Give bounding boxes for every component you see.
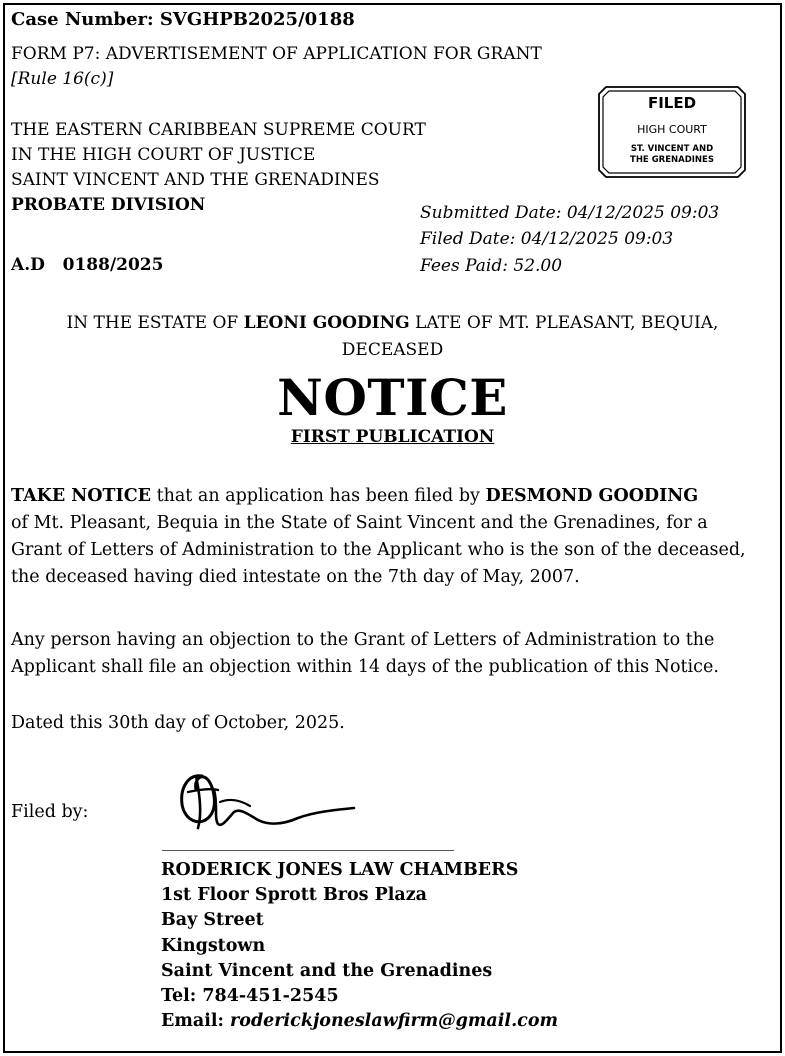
stamp-country-line-1: ST. VINCENT AND	[630, 144, 714, 154]
take-notice: TAKE NOTICE	[11, 486, 151, 506]
rule-reference: [Rule 16(c)]	[11, 69, 114, 89]
address-line-4: Saint Vincent and the Grenadines	[161, 960, 493, 981]
publication-label: FIRST PUBLICATION	[290, 427, 495, 447]
notice-paragraph-1	[11, 483, 771, 591]
paragraph-2-line-1: Any person having an objection to the Grant of Letters of Administration to the	[11, 630, 715, 650]
estate-deceased: DECEASED	[341, 340, 444, 360]
signature-line	[162, 850, 454, 851]
stamp-title: FILED	[647, 94, 697, 112]
fees-paid: Fees Paid: 52.00	[420, 256, 563, 276]
address-line-2: Bay Street	[161, 910, 264, 931]
firm-name: RODERICK JONES LAW CHAMBERS	[161, 860, 519, 880]
firm-address	[161, 858, 558, 1034]
filed-date: Filed Date: 04/12/2025 09:03	[420, 229, 674, 249]
stamp-country	[598, 144, 746, 166]
applicant-name: DESMOND GOODING	[485, 486, 699, 506]
case-number-line	[11, 9, 355, 30]
signature	[174, 766, 364, 836]
email-label: Email:	[161, 1011, 231, 1032]
ad-label: A.D	[11, 255, 45, 275]
court-line-1: THE EASTERN CARIBBEAN SUPREME COURT	[11, 120, 426, 140]
ad-number-line	[11, 255, 163, 275]
filed-by-label: Filed by:	[11, 802, 89, 822]
paragraph-1-line-1	[11, 483, 771, 510]
notice-paragraph-2	[11, 627, 771, 681]
filed-stamp	[598, 86, 746, 178]
email-line	[161, 1009, 558, 1034]
case-number: SVGHPB2025/0188	[159, 9, 355, 30]
notice-title: NOTICE	[277, 368, 508, 427]
telephone: Tel: 784-451-2545	[161, 986, 339, 1007]
estate-heading	[0, 313, 785, 333]
paragraph-1-line-2: of Mt. Pleasant, Bequia in the State of Saint Vincent and the Grenadines, for a	[11, 513, 708, 533]
form-title: FORM P7: ADVERTISEMENT OF APPLICATION FOR GRANT	[11, 44, 542, 64]
address-line-1: 1st Floor Sprott Bros Plaza	[161, 885, 428, 906]
case-number-label: Case Number:	[11, 9, 154, 30]
division: PROBATE DIVISION	[11, 195, 206, 215]
paragraph-1-line-4: the deceased having died intestate on the 7th day of May, 2007.	[11, 567, 580, 587]
dated-line: Dated this 30th day of October, 2025.	[11, 713, 345, 733]
stamp-court: HIGH COURT	[637, 123, 707, 136]
court-line-2: IN THE HIGH COURT OF JUSTICE	[11, 145, 316, 165]
paragraph-2-line-2: Applicant shall file an objection within 14 days of the publication of this Notice.	[11, 657, 719, 677]
address-line-3: Kingstown	[161, 935, 266, 956]
submitted-date: Submitted Date: 04/12/2025 09:03	[420, 203, 720, 223]
estate-suffix: LATE OF MT. PLEASANT, BEQUIA,	[409, 313, 719, 333]
paragraph-1-text-a: that an application has been filed by	[151, 486, 486, 506]
estate-prefix: IN THE ESTATE OF	[66, 313, 244, 333]
paragraph-1-line-3: Grant of Letters of Administration to the Applicant who is the son of the deceased,	[11, 540, 746, 560]
deceased-name: LEONI GOODING	[243, 313, 410, 333]
stamp-country-line-2: THE GRENADINES	[630, 155, 714, 165]
court-line-3: SAINT VINCENT AND THE GRENADINES	[11, 170, 380, 190]
email-address: roderickjoneslawfirm@gmail.com	[230, 1011, 559, 1032]
ad-number: 0188/2025	[62, 255, 164, 275]
